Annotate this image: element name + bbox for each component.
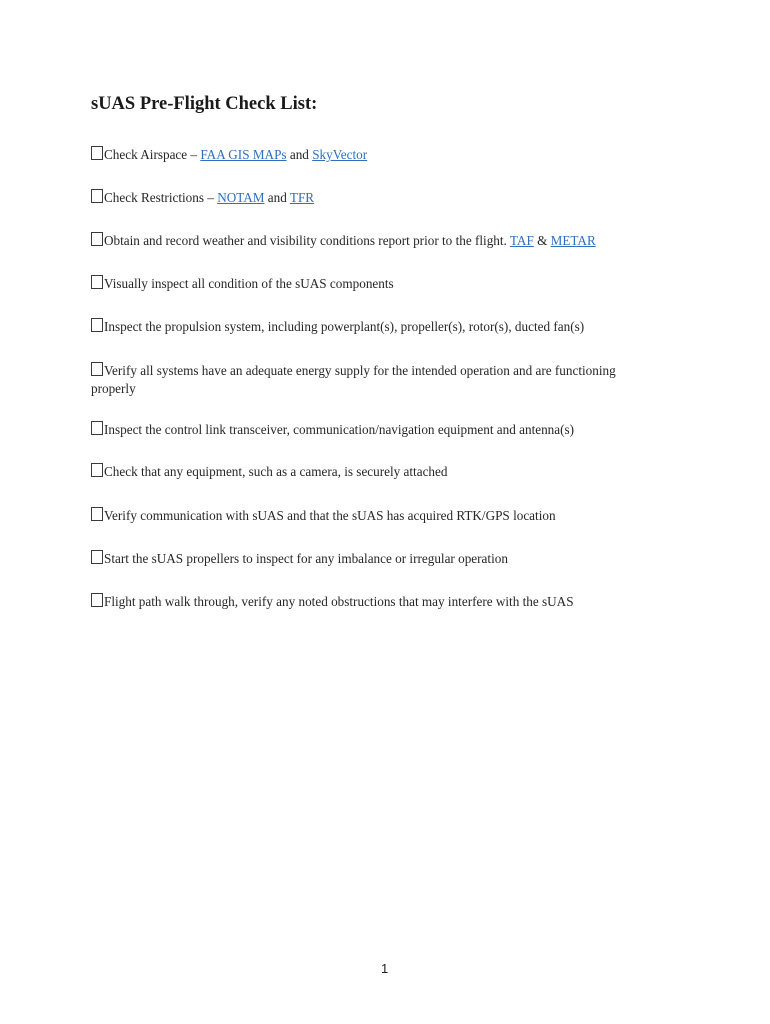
page-title: sUAS Pre-Flight Check List: [91, 94, 318, 114]
item-text: and [286, 147, 313, 162]
checkbox[interactable] [91, 318, 103, 332]
checkbox[interactable] [91, 593, 103, 607]
item-text: Flight path walk through, verify any noted obstructions that may interfere with the sUAS [104, 594, 574, 609]
checklist-item-restrictions [91, 189, 661, 207]
checkbox[interactable] [91, 189, 103, 203]
checklist-item-propulsion [91, 318, 661, 336]
metar-link[interactable]: METAR [550, 233, 596, 248]
checkbox[interactable] [91, 275, 103, 289]
checklist-item-airspace [91, 146, 661, 164]
checklist-item-control-link [91, 421, 661, 439]
checklist-item-flight-path [91, 593, 661, 611]
item-text: Verify communication with sUAS and that the sUAS has acquired RTK/GPS location [104, 508, 556, 523]
checkbox[interactable] [91, 421, 103, 435]
item-text: Inspect the control link transceiver, communication/navigation equipment and antenna(s) [104, 422, 575, 437]
item-text: & [533, 233, 551, 248]
checklist-item-propellers [91, 550, 661, 568]
item-text: Start the sUAS propellers to inspect for any imbalance or irregular operation [104, 551, 508, 566]
page-number: 1 [381, 961, 389, 976]
taf-link[interactable]: TAF [509, 233, 534, 248]
checkbox[interactable] [91, 507, 103, 521]
checklist-item-energy-supply [91, 362, 661, 397]
item-text: Visually inspect all condition of the sUAS components [104, 276, 394, 291]
skyvector-link[interactable]: SkyVector [312, 147, 368, 162]
checkbox[interactable] [91, 550, 103, 564]
checklist-item-equipment [91, 463, 661, 481]
item-text: and [264, 190, 290, 205]
checklist-item-weather [91, 232, 661, 250]
item-text: Obtain and record weather and visibility conditions report prior to the flight. [104, 233, 510, 248]
checkbox[interactable] [91, 463, 103, 477]
item-text: Verify all systems have an adequate energy supply for the intended operation and are functioning properly [91, 363, 616, 396]
checklist-item-inspect-components [91, 275, 661, 293]
checkbox[interactable] [91, 146, 103, 160]
item-text: Inspect the propulsion system, including powerplant(s), propeller(s), rotor(s), ducted fan(s) [104, 319, 585, 334]
faa-gis-maps-link[interactable]: FAA GIS MAPs [200, 147, 287, 162]
checkbox[interactable] [91, 232, 103, 246]
item-text: Check that any equipment, such as a camera, is securely attached [104, 464, 448, 479]
checklist-item-communication [91, 507, 661, 525]
item-text: Check Restrictions – [104, 190, 218, 205]
notam-link[interactable]: NOTAM [217, 190, 265, 205]
tfr-link[interactable]: TFR [289, 190, 315, 205]
checkbox[interactable] [91, 362, 103, 376]
item-text: Check Airspace – [104, 147, 201, 162]
